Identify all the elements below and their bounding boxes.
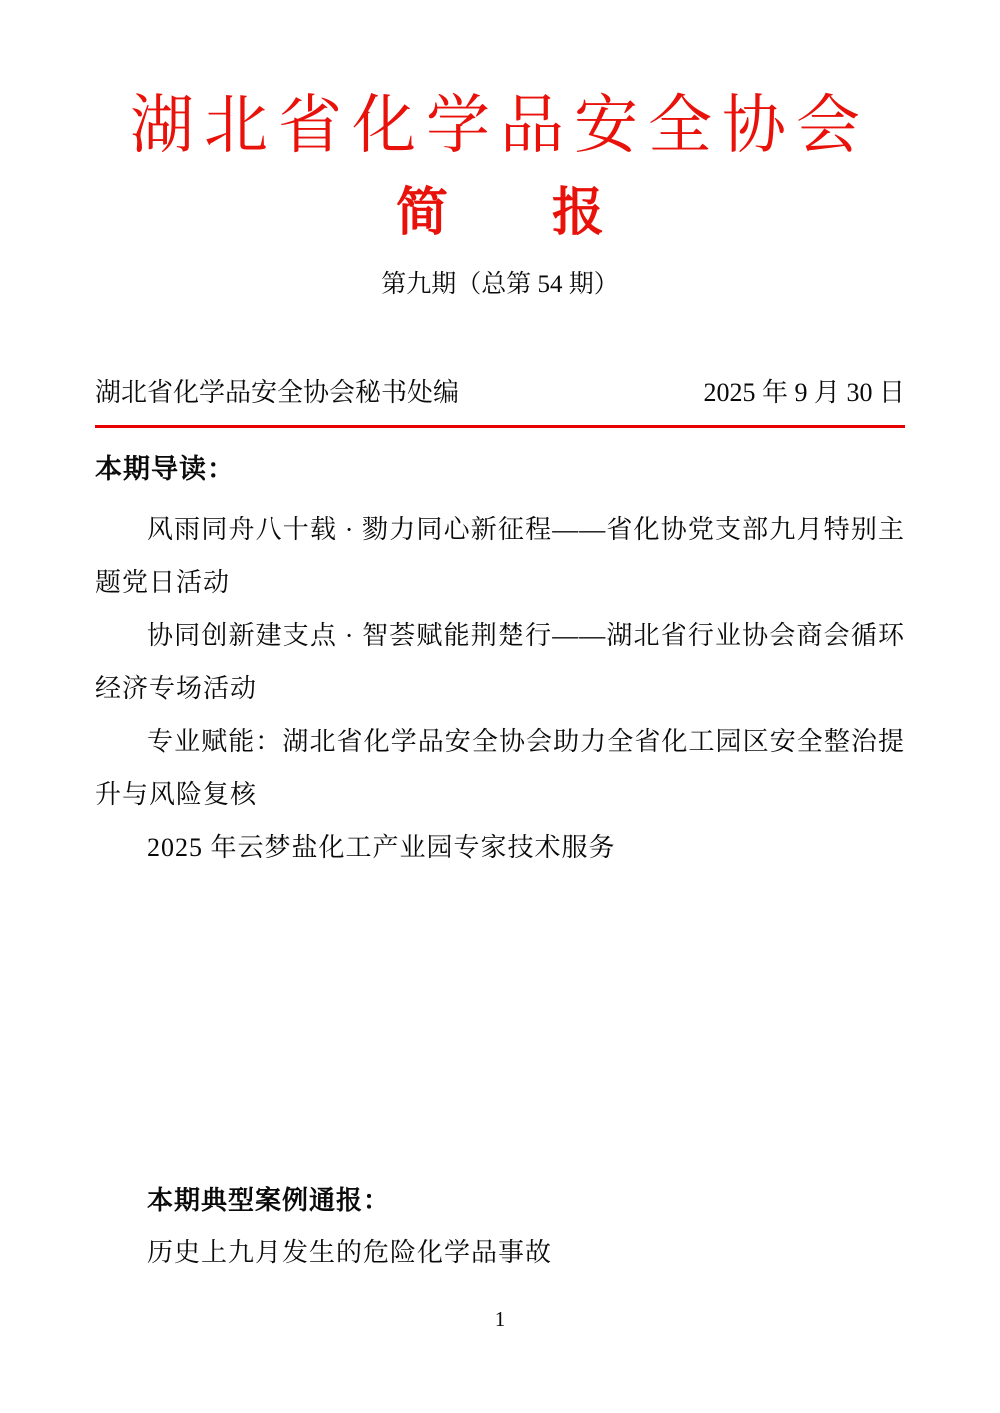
guide-item-4: 2025 年云梦盐化工产业园专家技术服务 [147, 833, 616, 862]
guide-item-2: 协同创新建支点 · 智荟赋能荆楚行——湖北省行业协会商会循环经济专场活动 [95, 621, 905, 703]
issue-number: 第九期（总第 54 期） [381, 271, 619, 298]
meta-row [95, 376, 905, 410]
page-number: 1 [494, 1307, 506, 1331]
cases-heading: 本期典型案例通报： [147, 1185, 391, 1215]
guide-heading: 本期导读： [95, 454, 235, 484]
cases-item-1: 历史上九月发生的危险化学品事故 [147, 1238, 553, 1267]
guide-list [95, 503, 905, 874]
red-divider [95, 425, 905, 428]
guide-item-1: 风雨同舟八十载 · 勠力同心新征程——省化协党支部九月特别主题党日活动 [95, 515, 905, 597]
guide-item-3: 专业赋能：湖北省化学品安全协会助力全省化工园区安全整治提升与风险复核 [95, 727, 905, 809]
editor-credit: 湖北省化学品安全协会秘书处编 [95, 378, 460, 407]
cases-section [95, 1184, 905, 1269]
bulletin-title: 简 报 [395, 185, 604, 242]
issue-date: 2025 年 9 月 30 日 [703, 378, 905, 407]
org-title: 湖北省化学品安全协会 [130, 90, 870, 161]
